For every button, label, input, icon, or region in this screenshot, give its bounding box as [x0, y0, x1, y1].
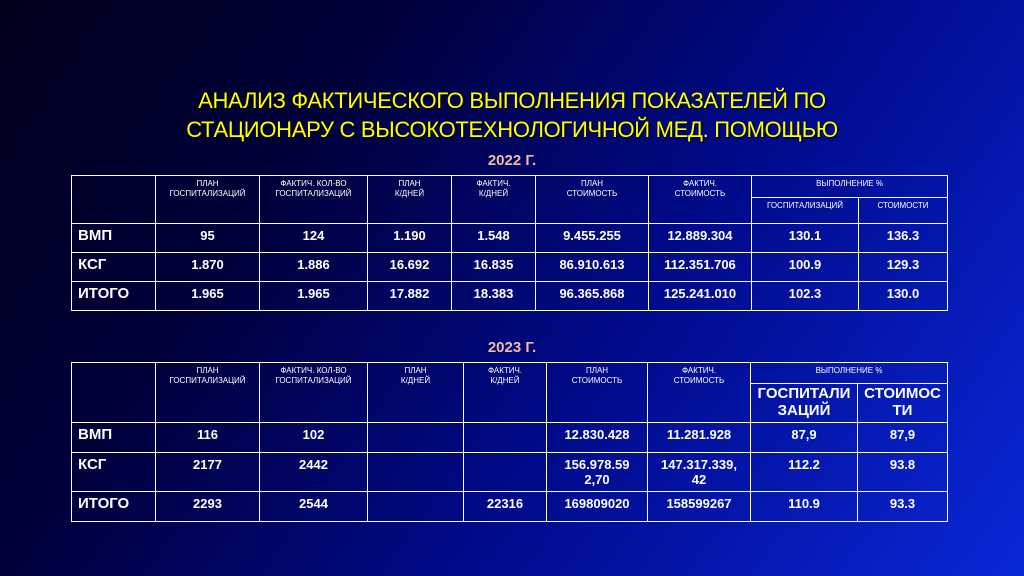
table-cell: 1.548: [452, 224, 536, 253]
table-cell: 93.3: [858, 492, 948, 522]
table-row: [72, 282, 948, 311]
table-cell: [368, 453, 464, 492]
row-label: КСГ: [72, 253, 156, 282]
column-header: ПЛАН ГОСПИТАЛИЗАЦИЙ: [156, 176, 260, 224]
table-cell: 16.692: [368, 253, 452, 282]
table-cell: [464, 453, 547, 492]
table-row: [72, 423, 948, 453]
table-cell: 147.317.339, 42: [648, 453, 751, 492]
table-cell: 124: [260, 224, 368, 253]
column-header: ФАКТИЧ. СТОИМОСТЬ: [648, 363, 751, 423]
table-cell: 18.383: [452, 282, 536, 311]
column-header: ФАКТИЧ. К/ДНЕЙ: [452, 176, 536, 224]
corner-cell: [72, 176, 156, 224]
corner-cell: [72, 363, 156, 423]
column-header: ПЛАН К/ДНЕЙ: [368, 176, 452, 224]
slide-title-line-1: АНАЛИЗ ФАКТИЧЕСКОГО ВЫПОЛНЕНИЯ ПОКАЗАТЕЛЕЙ ПО: [198, 88, 826, 113]
table-cell: 9.455.255: [536, 224, 649, 253]
table-cell: 22316: [464, 492, 547, 522]
table-2023: [71, 362, 948, 522]
table-cell: 100.9: [752, 253, 859, 282]
table-cell: 102: [260, 423, 368, 453]
column-header: ФАКТИЧ. К/ДНЕЙ: [464, 363, 547, 423]
table-cell: 87,9: [858, 423, 948, 453]
table-cell: 129.3: [859, 253, 948, 282]
sub-header: СТОИМОС ТИ: [858, 384, 948, 423]
table-cell: 158599267: [648, 492, 751, 522]
year-label-2022: 2022 Г.: [487, 152, 537, 169]
table-cell: [464, 423, 547, 453]
sub-header: СТОИМОСТИ: [859, 198, 948, 224]
table-cell: 96.365.868: [536, 282, 649, 311]
table-cell: 11.281.928: [648, 423, 751, 453]
table-cell: 116: [156, 423, 260, 453]
table-row: [72, 492, 948, 522]
table-cell: 2177: [156, 453, 260, 492]
table-cell: [368, 423, 464, 453]
row-label: КСГ: [72, 453, 156, 492]
table-cell: 12.830.428: [547, 423, 648, 453]
table-cell: 1.190: [368, 224, 452, 253]
column-header: ФАКТИЧ. КОЛ-ВО ГОСПИТАЛИЗАЦИЙ: [260, 176, 368, 224]
sub-header: ГОСПИТАЛИЗАЦИЙ: [752, 198, 859, 224]
table-cell: 110.9: [751, 492, 858, 522]
table-row: [72, 224, 948, 253]
table-cell: 112.351.706: [649, 253, 752, 282]
table-cell: 2544: [260, 492, 368, 522]
table-cell: 93.8: [858, 453, 948, 492]
group-header: ВЫПОЛНЕНИЕ %: [752, 176, 948, 198]
table-row: [72, 253, 948, 282]
table-cell: 12.889.304: [649, 224, 752, 253]
row-label: ВМП: [72, 224, 156, 253]
table-row: [72, 453, 948, 492]
table-cell: 86.910.613: [536, 253, 649, 282]
table-header-row: [72, 363, 948, 384]
table-2022: [71, 175, 948, 311]
table-cell: 2442: [260, 453, 368, 492]
table-cell: 1.965: [260, 282, 368, 311]
table-cell: 136.3: [859, 224, 948, 253]
table-cell: 125.241.010: [649, 282, 752, 311]
column-header: ФАКТИЧ. КОЛ-ВО ГОСПИТАЛИЗАЦИЙ: [260, 363, 368, 423]
table-cell: 95: [156, 224, 260, 253]
column-header: ПЛАН ГОСПИТАЛИЗАЦИЙ: [156, 363, 260, 423]
row-label: ИТОГО: [72, 282, 156, 311]
column-header: ФАКТИЧ. СТОИМОСТЬ: [649, 176, 752, 224]
table-cell: 130.0: [859, 282, 948, 311]
slide-title-line-2: СТАЦИОНАРУ С ВЫСОКОТЕХНОЛОГИЧНОЙ МЕД. ПОМОЩЬЮ: [186, 117, 838, 142]
table-cell: 1.965: [156, 282, 260, 311]
slide-title: [0, 86, 1024, 144]
table-cell: 16.835: [452, 253, 536, 282]
table-cell: 130.1: [752, 224, 859, 253]
table-cell: [368, 492, 464, 522]
table-cell: 2293: [156, 492, 260, 522]
table-cell: 169809020: [547, 492, 648, 522]
table-cell: 17.882: [368, 282, 452, 311]
column-header: ПЛАН К/ДНЕЙ: [368, 363, 464, 423]
sub-header: ГОСПИТАЛИ ЗАЦИЙ: [751, 384, 858, 423]
table-cell: 156.978.59 2,70: [547, 453, 648, 492]
column-header: ПЛАН СТОИМОСТЬ: [547, 363, 648, 423]
year-label-2023: 2023 Г.: [487, 339, 537, 356]
column-header: ПЛАН СТОИМОСТЬ: [536, 176, 649, 224]
table-cell: 1.886: [260, 253, 368, 282]
table-cell: 1.870: [156, 253, 260, 282]
table-header-row: [72, 176, 948, 198]
row-label: ВМП: [72, 423, 156, 453]
table-cell: 112.2: [751, 453, 858, 492]
table-cell: 87,9: [751, 423, 858, 453]
row-label: ИТОГО: [72, 492, 156, 522]
group-header: ВЫПОЛНЕНИЕ %: [751, 363, 948, 384]
table-cell: 102.3: [752, 282, 859, 311]
